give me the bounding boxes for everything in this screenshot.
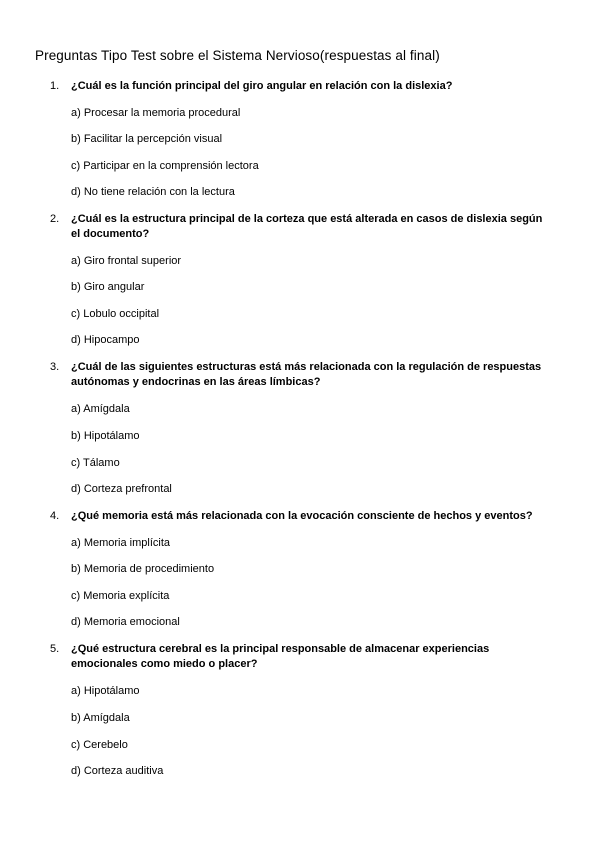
- page-title: Preguntas Tipo Test sobre el Sistema Nervioso(respuestas al final): [35, 48, 440, 63]
- question-2-number: 2.: [50, 213, 60, 225]
- question-5-row: [50, 642, 560, 672]
- question-1-option-b: b) Facilitar la percepción visual: [71, 133, 223, 145]
- question-3-option-c: c) Tálamo: [71, 457, 120, 469]
- question-5-option-d: d) Corteza auditiva: [71, 765, 164, 777]
- question-2-option-b: b) Giro angular: [71, 281, 145, 293]
- question-2-option-d: d) Hipocampo: [71, 334, 140, 346]
- question-1: [50, 79, 560, 94]
- question-3-option-b: b) Hipotálamo: [71, 430, 140, 442]
- question-4-number: 4.: [50, 510, 60, 522]
- question-2-text: ¿Cuál es la estructura principal de la corteza que está alterada en casos de dislexia según el documento?: [71, 213, 543, 240]
- question-5-option-b: b) Amígdala: [71, 712, 130, 724]
- question-5-option-a: a) Hipotálamo: [71, 685, 140, 697]
- question-3-option-a: a) Amígdala: [71, 403, 130, 415]
- question-3-number: 3.: [50, 361, 60, 373]
- question-5: [50, 642, 560, 672]
- question-3-text: ¿Cuál de las siguientes estructuras está más relacionada con la regulación de respuestas autónomas y endocrinas en las áreas límbicas?: [71, 361, 542, 388]
- question-2: [50, 212, 560, 242]
- question-3: [50, 360, 560, 390]
- question-4-text: ¿Qué memoria está más relacionada con la evocación consciente de hechos y eventos?: [71, 510, 533, 522]
- question-4-option-c: c) Memoria explícita: [71, 590, 170, 602]
- question-5-number: 5.: [50, 643, 60, 655]
- question-4-option-b: b) Memoria de procedimiento: [71, 563, 215, 575]
- question-3-option-d: d) Corteza prefrontal: [71, 483, 172, 495]
- question-2-row: [50, 212, 560, 242]
- question-4: [50, 509, 560, 524]
- question-1-option-c: c) Participar en la comprensión lectora: [71, 160, 259, 172]
- question-3-row: [50, 360, 560, 390]
- question-1-text: ¿Cuál es la función principal del giro angular en relación con la dislexia?: [71, 80, 453, 92]
- question-1-number: 1.: [50, 80, 60, 92]
- question-1-option-a: a) Procesar la memoria procedural: [71, 107, 241, 119]
- question-1-option-d: d) No tiene relación con la lectura: [71, 186, 235, 198]
- question-4-row: [50, 509, 560, 524]
- question-1-row: [50, 79, 560, 94]
- question-5-option-c: c) Cerebelo: [71, 739, 128, 751]
- question-5-text: ¿Qué estructura cerebral es la principal responsable de almacenar experiencias emocionales como miedo o placer?: [71, 643, 490, 670]
- question-2-option-a: a) Giro frontal superior: [71, 255, 182, 267]
- question-4-option-a: a) Memoria implícita: [71, 537, 171, 549]
- question-2-option-c: c) Lobulo occipital: [71, 308, 160, 320]
- question-4-option-d: d) Memoria emocional: [71, 616, 180, 628]
